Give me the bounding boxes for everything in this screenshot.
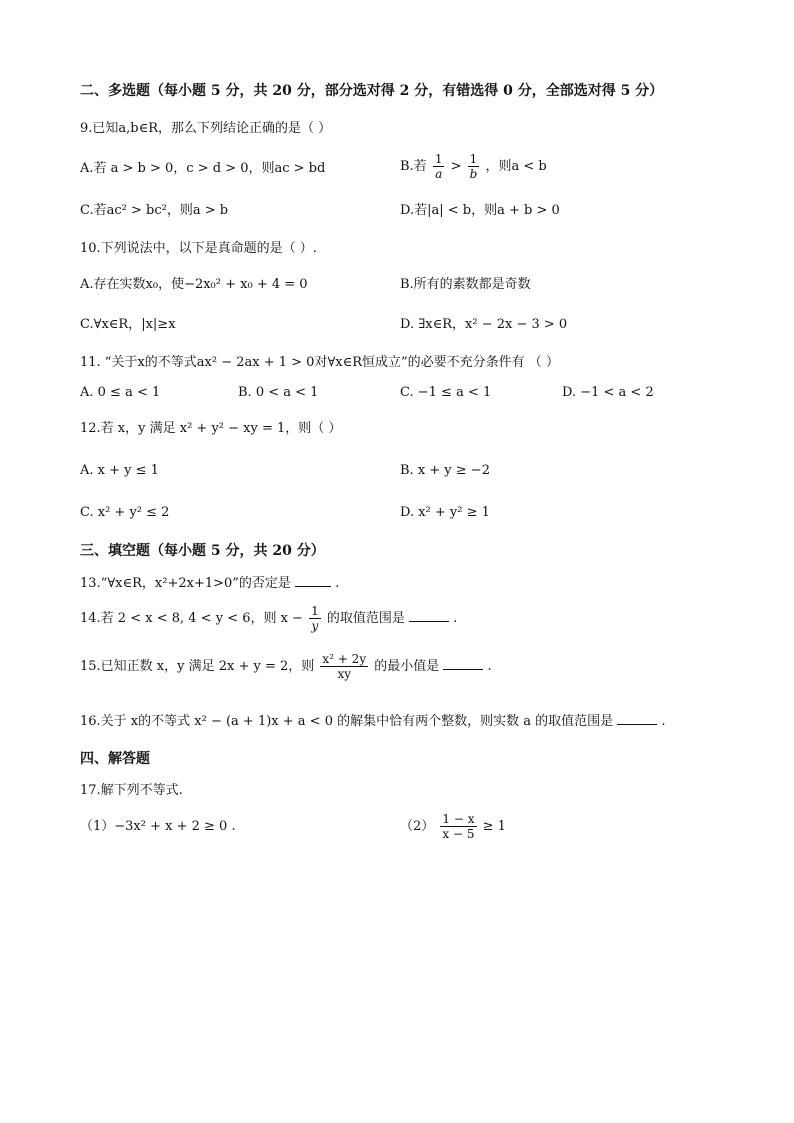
question-15 (80, 652, 492, 681)
q9-b-prefix: B.若 (400, 159, 427, 174)
section-heading-fill-in: 三、填空题（每小题 5 分，共 20 分） (80, 543, 325, 559)
question-16 (80, 712, 666, 731)
question-12-option-a: A. x + y ≤ 1 (80, 463, 159, 478)
question-9-option-b (400, 152, 547, 181)
question-15-suffix: 的最小值是 (374, 659, 440, 674)
fraction-denominator: a (435, 167, 443, 181)
question-10-option-b: B.所有的素数都是奇数 (400, 277, 531, 292)
question-11-option-c: C. −1 ≤ a < 1 (400, 385, 492, 400)
fraction-denominator: y (311, 619, 319, 633)
answer-blank (295, 574, 331, 587)
question-12-option-d: D. x² + y² ≥ 1 (400, 505, 490, 520)
question-11-option-d: D. −1 < a < 2 (562, 385, 654, 400)
answer-blank (409, 609, 449, 622)
fraction-numerator: x² + 2y (322, 652, 367, 666)
question-14 (80, 604, 457, 633)
question-13 (80, 574, 339, 593)
question-17-part-2 (400, 812, 506, 841)
question-17-part-2-label: （2） (400, 819, 435, 834)
fraction-numerator: 1 (434, 152, 443, 166)
question-12-stem: 12.若 x，y 满足 x² + y² − xy = 1，则（ ） (80, 421, 342, 436)
q9-b-mid: > (450, 159, 462, 174)
section-heading-solutions: 四、解答题 (80, 751, 150, 767)
fraction-numerator: 1 (469, 152, 478, 166)
fraction-denominator: b (469, 167, 478, 181)
question-16-end: . (661, 714, 666, 729)
question-14-end: . (453, 611, 458, 626)
q9-b-suffix: ，则a < b (485, 159, 547, 174)
question-10-stem: 10.下列说法中，以下是真命题的是（ ）. (80, 241, 317, 256)
question-9-option-a: A.若 a > b > 0，c > d > 0，则ac > bd (80, 161, 326, 176)
question-13-text: 13.“∀x∈R，x²+2x+1>0”的否定是 (80, 576, 291, 591)
question-9-stem: 9.已知a,b∈R，那么下列结论正确的是（ ） (80, 121, 332, 136)
fraction-numerator: 1 − x (442, 812, 475, 826)
question-16-text: 16.关于 x的不等式 x² − (a + 1)x + a < 0 的解集中恰有两个整数，则实数 a 的取值范围是 (80, 714, 614, 729)
question-11-stem: 11. “关于x的不等式ax² − 2ax + 1 > 0对∀x∈R恒成立”的必要不充分条件有 （ ） (80, 355, 559, 370)
question-14-fraction (309, 604, 321, 633)
question-14-prefix: 14.若 2 < x < 8, 4 < y < 6，则 x − (80, 611, 303, 626)
question-9-option-d: D.若|a| < b，则a + b > 0 (400, 203, 560, 218)
fraction-denominator: x − 5 (442, 827, 475, 841)
question-11-option-a: A. 0 ≤ a < 1 (80, 385, 161, 400)
answer-blank (617, 712, 657, 725)
question-11-option-b: B. 0 < a < 1 (238, 385, 319, 400)
question-17-part-2-fraction (440, 812, 476, 841)
q9-b-fraction-1 (433, 152, 445, 181)
question-15-prefix: 15.已知正数 x，y 满足 2x + y = 2，则 (80, 659, 315, 674)
question-9-option-c: C.若ac² > bc²，则a > b (80, 203, 229, 218)
fraction-numerator: 1 (311, 604, 319, 618)
question-10-option-d: D. ∃x∈R，x² − 2x − 3 > 0 (400, 317, 568, 332)
question-17-stem: 17.解下列不等式. (80, 783, 183, 798)
question-10-option-c: C.∀x∈R，|x|≥x (80, 317, 176, 332)
answer-blank (443, 657, 483, 670)
question-17-part-1: （1）−3x² + x + 2 ≥ 0 . (80, 819, 236, 834)
question-15-end: . (487, 659, 492, 674)
q9-b-fraction-2 (468, 152, 480, 181)
question-14-suffix: 的取值范围是 (326, 611, 405, 626)
question-12-option-c: C. x² + y² ≤ 2 (80, 505, 170, 520)
question-12-option-b: B. x + y ≥ −2 (400, 463, 490, 478)
fraction-denominator: xy (337, 667, 352, 681)
question-10-option-a: A.存在实数x₀，使−2x₀² + x₀ + 4 = 0 (80, 277, 308, 292)
question-13-end: . (335, 576, 340, 591)
question-17-part-2-relation: ≥ 1 (482, 819, 506, 834)
question-15-fraction (320, 652, 368, 681)
section-heading-multiple-choice: 二、多选题（每小题 5 分，共 20 分，部分选对得 2 分，有错选得 0 分，全部选对得 5 分） (80, 83, 664, 99)
